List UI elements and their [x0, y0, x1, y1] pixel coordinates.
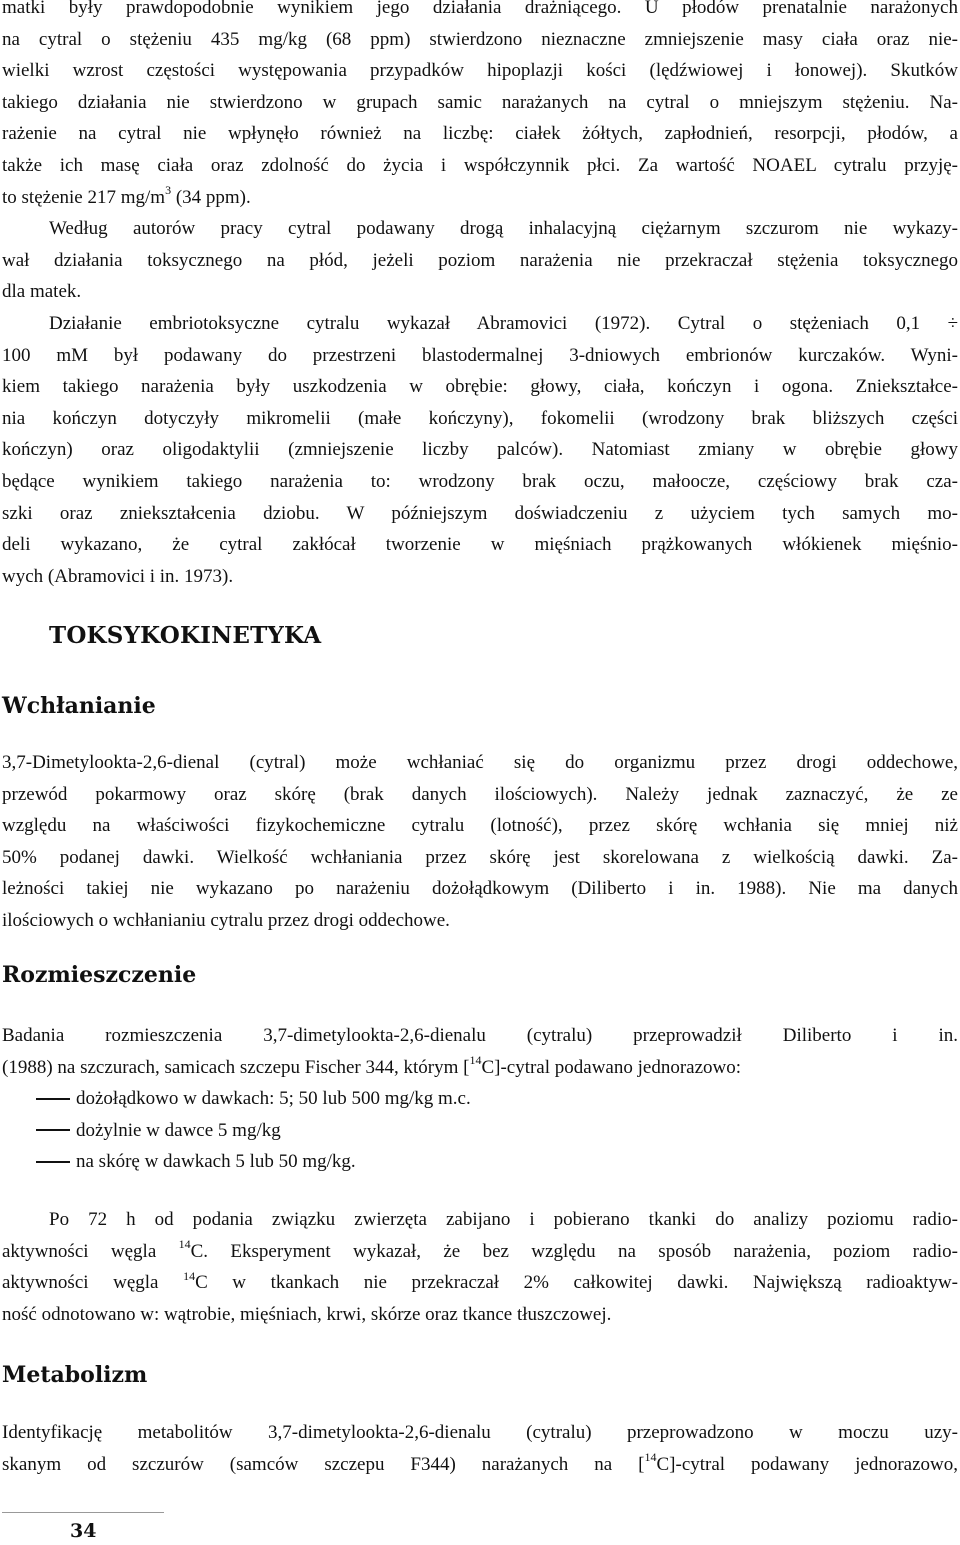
- text-line: ilościowych o wchłanianiu cytralu przez drogi oddechowe.: [2, 909, 450, 931]
- text-line: Po 72 h od podania związku zwierzęta zabijano i pobierano tkanki do analizy poziomu radio-: [49, 1209, 958, 1230]
- text-line: względu na właściwości fizykochemiczne cytralu (lotność), przez skórę wchłania się mniej niż: [2, 815, 958, 837]
- dash-bullet: [36, 1161, 70, 1163]
- list-item: dożylnie w dawce 5 mg/kg: [2, 1115, 902, 1147]
- subsection-title-distribution: Rozmieszczenie: [2, 962, 197, 988]
- text-line: będące wynikiem takiego narażenia to: wrodzony brak oczu, małoocze, częściowy brak cza-: [2, 470, 958, 492]
- footer-divider: [2, 1512, 164, 1513]
- text-line: (1988) na szczurach, samicach szczepu Fischer 344, którym [$^{14}$C]-cytral podawano jednorazowo:: [2, 1053, 742, 1078]
- list-item: dożołądkowo w dawkach: 5; 50 lub 500 mg/kg m.c.: [2, 1083, 902, 1115]
- text-line: takiego działania nie stwierdzono w grupach samic narażanych na cytral o mniejszym stężeniu. Na-: [2, 91, 958, 113]
- text-line: Według autorów pracy cytral podawany drogą inhalacyjną ciężarnym szczurom nie wykazy-: [49, 218, 958, 239]
- paragraph-distribution: [2, 1020, 958, 1083]
- page-number: 34: [70, 1520, 97, 1542]
- dose-list: [2, 1083, 902, 1178]
- text-line: Badania rozmieszczenia 3,7-dimetylookta-2,6-dienalu (cytralu) przeprowadził Diliberto i in.: [2, 1025, 958, 1046]
- text-line: rażenie na cytral nie wpłynęło również na liczbę: ciałek żółtych, zapłodnień, resorpcji, płodów, a: [2, 123, 958, 145]
- text-line: dla matek.: [2, 281, 82, 303]
- paragraph-inhalation: [2, 213, 958, 308]
- paragraph-absorption: [2, 747, 958, 937]
- text-line: kiem takiego narażenia były uszkodzenia w obrębie: głowy, ciała, kończyn i ogona. Zniekształce-: [2, 376, 958, 398]
- text-line: także ich masę ciała oraz zdolność do życia i współczynnik płci. Za wartość NOAEL cytralu przyję-: [2, 154, 958, 176]
- dash-bullet: [36, 1129, 70, 1131]
- text-line: matki były prawdopodobnie wynikiem jego działania drażniącego. U płodów prenatalnie narażonych: [2, 0, 958, 18]
- text-line: Działanie embriotoksyczne cytralu wykazał Abramovici (1972). Cytral o stężeniach 0,1 ÷: [49, 313, 958, 334]
- paragraph-reproductive-effects: [2, 0, 958, 213]
- text-line: szki oraz zniekształcenia dziobu. W późniejszym doświadczeniu z użyciem tych samych mo-: [2, 502, 958, 524]
- text-line: skanym od szczurów (samców szczepu F344) narażanych na [$^{14}$C]-cytral podawany jednorazowo,: [2, 1450, 958, 1475]
- text-line: wał działania toksycznego na płód, jeżeli poziom narażenia nie przekraczał stężenia toksycznego: [2, 249, 958, 271]
- paragraph-radioactivity: [2, 1204, 958, 1330]
- subsection-title-absorption: Wchłanianie: [2, 693, 156, 719]
- text-line: kończyn) oraz oligodaktylii (zmniejszenie liczby palców). Natomiast zmiany w obrębie głowy: [2, 439, 958, 461]
- text-line: ność odnotowano w: wątrobie, mięśniach, krwi, skórze oraz tkance tłuszczowej.: [2, 1303, 612, 1325]
- text-line: aktywności węgla $^{14}$C w tkankach nie przekraczał 2% całkowitej dawki. Największą radioaktyw-: [2, 1268, 959, 1294]
- subsection-title-metabolism: Metabolizm: [2, 1362, 148, 1388]
- list-item: na skórę w dawkach 5 lub 50 mg/kg.: [2, 1146, 902, 1178]
- text-line: przewód pokarmowy oraz skórę (brak danych ilościowych). Należy jednak zaznaczyć, że ze: [2, 783, 958, 805]
- text-line: 3,7-Dimetylookta-2,6-dienal (cytral) może wchłaniać się do organizmu przez drogi oddechowe,: [2, 752, 958, 773]
- text-line: aktywności węgla $^{14}$C. Eksperyment wykazał, że bez względu na sposób narażenia, poziom radio-: [2, 1237, 959, 1262]
- dash-bullet: [36, 1098, 70, 1100]
- section-title-toxicokinetics: TOKSYKOKINETYKA: [49, 622, 322, 649]
- text-line: nia kończyn dotyczyły mikromelii (małe kończyny), fokomelii (wrodzony brak bliższych części: [2, 407, 958, 429]
- text-line: deli wykazano, że cytral zakłócał tworzenie w mięśniach prążkowanych włókienek mięśnio-: [2, 534, 958, 556]
- text-line: 50% podanej dawki. Wielkość wchłaniania przez skórę jest skorelowana z wielkością dawki. Za-: [2, 846, 958, 868]
- paragraph-embryotoxicity: [2, 308, 958, 592]
- text-line: 100 mM był podawany do przestrzeni blastodermalnej 3-dniowych embrionów kurczaków. Wyni-: [2, 344, 958, 366]
- paragraph-metabolism: [2, 1417, 958, 1480]
- text-line: Identyfikację metabolitów 3,7-dimetylookta-2,6-dienalu (cytralu) przeprowadzono w moczu uzy-: [2, 1422, 958, 1443]
- text-line: na cytral o stężeniu 435 mg/kg (68 ppm) stwierdzono nieznaczne zmniejszenie masy ciała oraz nie-: [2, 28, 958, 50]
- text-line: leżności takiej nie wykazano po narażeniu dożołądkowym (Diliberto i in. 1988). Nie ma danych: [2, 878, 958, 900]
- text-line: wielki wzrost częstości występowania przypadków hipoplazji kości (lędźwiowej i łonowej). Skutków: [2, 60, 958, 82]
- text-line: wych (Abramovici i in. 1973).: [2, 565, 234, 587]
- text-line: to stężenie 217 $mg/m^3$ (34 ppm).: [2, 183, 251, 208]
